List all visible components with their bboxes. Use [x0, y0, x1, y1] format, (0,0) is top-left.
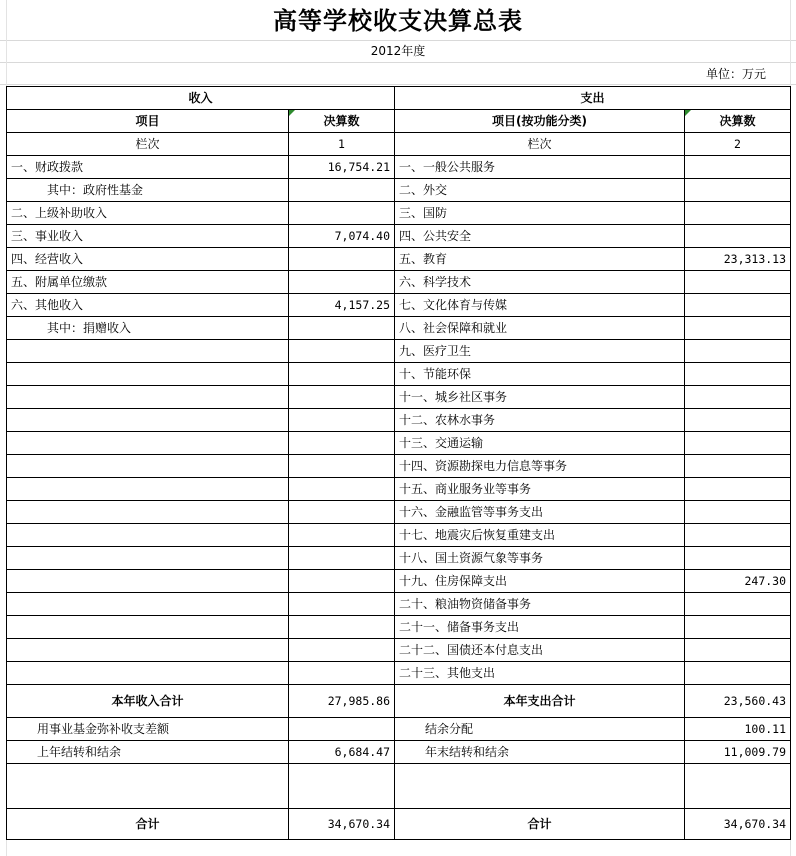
expense-extra-1-label[interactable]: 结余分配: [395, 718, 685, 741]
table-row: [7, 271, 791, 294]
expense-item-header[interactable]: 项目(按功能分类): [395, 110, 685, 133]
income-item-cell[interactable]: [7, 432, 289, 455]
blank-cell[interactable]: [7, 764, 289, 809]
income-extra-2-label[interactable]: 上年结转和结余: [7, 741, 289, 764]
income-item-cell[interactable]: [7, 501, 289, 524]
ledger-body: [7, 87, 791, 840]
column-index-row: [7, 133, 791, 156]
income-item-cell[interactable]: 二、上级补助收入: [7, 202, 289, 225]
table-row: [7, 616, 791, 639]
expense-amount-cell[interactable]: [685, 179, 791, 202]
expense-amount-cell[interactable]: [685, 501, 791, 524]
expense-amount-cell[interactable]: [685, 432, 791, 455]
income-item-cell[interactable]: [7, 363, 289, 386]
income-amount-cell[interactable]: [289, 340, 395, 363]
expense-amount-cell[interactable]: [685, 593, 791, 616]
table-row: [7, 225, 791, 248]
expense-item-cell[interactable]: 二十、粮油物资储备事务: [395, 593, 685, 616]
expense-total-label[interactable]: 本年支出合计: [395, 685, 685, 718]
income-item-cell[interactable]: [7, 386, 289, 409]
expense-item-cell[interactable]: 五、教育: [395, 248, 685, 271]
expense-amount-cell[interactable]: [685, 156, 791, 179]
income-amount-cell[interactable]: 7,074.40: [289, 225, 395, 248]
table-row: [7, 386, 791, 409]
income-amount-cell[interactable]: [289, 317, 395, 340]
income-column-label[interactable]: 栏次: [7, 133, 289, 156]
table-row: [7, 363, 791, 386]
expense-item-cell[interactable]: 十八、国土资源气象等事务: [395, 547, 685, 570]
income-total-label[interactable]: 本年收入合计: [7, 685, 289, 718]
income-item-cell[interactable]: [7, 524, 289, 547]
expense-item-cell[interactable]: 十、节能环保: [395, 363, 685, 386]
income-item-cell[interactable]: [7, 409, 289, 432]
expense-amount-cell[interactable]: [685, 409, 791, 432]
expense-item-cell[interactable]: 二、外交: [395, 179, 685, 202]
expense-item-cell[interactable]: 十三、交通运输: [395, 432, 685, 455]
income-amount-cell[interactable]: [289, 478, 395, 501]
table-row: [7, 764, 791, 809]
expense-amount-cell[interactable]: [685, 294, 791, 317]
expense-amount-cell[interactable]: 247.30: [685, 570, 791, 593]
expense-item-cell[interactable]: 八、社会保障和就业: [395, 317, 685, 340]
income-amount-header[interactable]: 决算数: [289, 110, 395, 133]
table-row: [7, 432, 791, 455]
table-row: [7, 156, 791, 179]
expense-item-cell[interactable]: 四、公共安全: [395, 225, 685, 248]
expense-amount-cell[interactable]: [685, 524, 791, 547]
column-header-row: [7, 110, 791, 133]
income-amount-cell[interactable]: [289, 570, 395, 593]
income-amount-cell[interactable]: [289, 202, 395, 225]
expense-item-cell[interactable]: 十九、住房保障支出: [395, 570, 685, 593]
expense-item-cell[interactable]: 一、一般公共服务: [395, 156, 685, 179]
grand-total-income-label[interactable]: 合计: [7, 809, 289, 840]
income-item-cell[interactable]: [7, 639, 289, 662]
expense-extra-2-label[interactable]: 年末结转和结余: [395, 741, 685, 764]
income-item-cell[interactable]: [7, 616, 289, 639]
income-item-cell[interactable]: 其中：捐赠收入: [7, 317, 289, 340]
income-amount-cell[interactable]: [289, 593, 395, 616]
table-row: [7, 570, 791, 593]
income-amount-cell[interactable]: [289, 547, 395, 570]
expense-amount-cell[interactable]: [685, 202, 791, 225]
expense-item-cell[interactable]: 九、医疗卫生: [395, 340, 685, 363]
income-amount-cell[interactable]: [289, 179, 395, 202]
income-amount-cell[interactable]: [289, 501, 395, 524]
income-section-header[interactable]: 收入: [7, 87, 395, 110]
income-amount-cell[interactable]: [289, 639, 395, 662]
income-extra-1-label[interactable]: 用事业基金弥补收支差额: [7, 718, 289, 741]
expense-amount-cell[interactable]: [685, 547, 791, 570]
expense-amount-cell[interactable]: [685, 340, 791, 363]
income-item-cell[interactable]: 五、附属单位缴款: [7, 271, 289, 294]
expense-amount-cell[interactable]: [685, 317, 791, 340]
income-item-cell[interactable]: 六、其他收入: [7, 294, 289, 317]
income-extra-1-value[interactable]: [289, 718, 395, 741]
expense-amount-cell[interactable]: [685, 225, 791, 248]
expense-extra-1-value[interactable]: 100.11: [685, 718, 791, 741]
income-item-cell[interactable]: 四、经营收入: [7, 248, 289, 271]
income-amount-cell[interactable]: [289, 662, 395, 685]
expense-item-cell[interactable]: 二十一、储备事务支出: [395, 616, 685, 639]
income-amount-cell[interactable]: [289, 616, 395, 639]
income-item-cell[interactable]: 其中：政府性基金: [7, 179, 289, 202]
expense-section-header[interactable]: 支出: [395, 87, 791, 110]
table-row: [7, 294, 791, 317]
income-item-cell[interactable]: [7, 593, 289, 616]
expense-item-cell[interactable]: 二十三、其他支出: [395, 662, 685, 685]
expense-amount-cell[interactable]: [685, 616, 791, 639]
table-row: [7, 547, 791, 570]
income-item-cell[interactable]: [7, 455, 289, 478]
table-row: [7, 662, 791, 685]
expense-column-number[interactable]: 2: [685, 133, 791, 156]
expense-amount-cell[interactable]: [685, 478, 791, 501]
grand-total-expense-label[interactable]: 合计: [395, 809, 685, 840]
grand-total-income-value[interactable]: 34,670.34: [289, 809, 395, 840]
table-row: [7, 340, 791, 363]
expense-amount-cell[interactable]: [685, 363, 791, 386]
table-row: [7, 741, 791, 764]
table-row: [7, 718, 791, 741]
table-row: [7, 317, 791, 340]
table-row: [7, 202, 791, 225]
income-amount-cell[interactable]: [289, 524, 395, 547]
expense-item-cell[interactable]: 十五、商业服务业等事务: [395, 478, 685, 501]
income-amount-cell[interactable]: 16,754.21: [289, 156, 395, 179]
table-row: [7, 179, 791, 202]
expense-amount-cell[interactable]: 23,313.13: [685, 248, 791, 271]
income-item-cell[interactable]: [7, 547, 289, 570]
sheet-gridline: [0, 62, 796, 63]
expense-amount-cell[interactable]: [685, 455, 791, 478]
expense-total-value[interactable]: 23,560.43: [685, 685, 791, 718]
table-row: [7, 639, 791, 662]
expense-item-cell[interactable]: 六、科学技术: [395, 271, 685, 294]
unit-label: 单位：万元: [705, 67, 766, 81]
income-amount-cell[interactable]: [289, 432, 395, 455]
expense-item-cell[interactable]: 十六、金融监管等事务支出: [395, 501, 685, 524]
income-total-value[interactable]: 27,985.86: [289, 685, 395, 718]
report-year: 2012年度: [370, 44, 426, 58]
expense-amount-cell[interactable]: [685, 271, 791, 294]
expense-amount-cell[interactable]: [685, 662, 791, 685]
income-amount-cell[interactable]: [289, 455, 395, 478]
table-row: [7, 455, 791, 478]
expense-amount-cell[interactable]: [685, 386, 791, 409]
blank-cell[interactable]: [289, 764, 395, 809]
blank-cell[interactable]: [395, 764, 685, 809]
table-row: [7, 524, 791, 547]
expense-item-cell[interactable]: 三、国防: [395, 202, 685, 225]
blank-cell[interactable]: [685, 764, 791, 809]
income-extra-2-value[interactable]: 6,684.47: [289, 741, 395, 764]
income-item-cell[interactable]: [7, 478, 289, 501]
expense-item-cell[interactable]: 二十二、国债还本付息支出: [395, 639, 685, 662]
ledger-table: [6, 86, 791, 840]
income-item-cell[interactable]: 一、财政拨款: [7, 156, 289, 179]
expense-amount-cell[interactable]: [685, 639, 791, 662]
income-item-cell[interactable]: [7, 570, 289, 593]
income-amount-cell[interactable]: [289, 271, 395, 294]
income-item-header[interactable]: 项目: [7, 110, 289, 133]
table-row: [7, 409, 791, 432]
income-item-cell[interactable]: [7, 340, 289, 363]
grand-total-expense-value[interactable]: 34,670.34: [685, 809, 791, 840]
income-amount-cell[interactable]: [289, 386, 395, 409]
income-amount-cell[interactable]: [289, 409, 395, 432]
section-header-row: [7, 87, 791, 110]
income-item-cell[interactable]: 三、事业收入: [7, 225, 289, 248]
income-item-cell[interactable]: [7, 662, 289, 685]
income-amount-cell[interactable]: [289, 363, 395, 386]
table-row: [7, 809, 791, 840]
income-amount-cell[interactable]: [289, 248, 395, 271]
table-row: [7, 593, 791, 616]
expense-amount-header[interactable]: 决算数: [685, 110, 791, 133]
table-row: [7, 478, 791, 501]
expense-item-cell[interactable]: 十四、资源勘探电力信息等事务: [395, 455, 685, 478]
income-amount-cell[interactable]: 4,157.25: [289, 294, 395, 317]
table-row: [7, 248, 791, 271]
expense-item-cell[interactable]: 十七、地震灾后恢复重建支出: [395, 524, 685, 547]
expense-item-cell[interactable]: 十一、城乡社区事务: [395, 386, 685, 409]
expense-item-cell[interactable]: 七、文化体育与传媒: [395, 294, 685, 317]
table-row: [7, 685, 791, 718]
expense-item-cell[interactable]: 十二、农林水事务: [395, 409, 685, 432]
expense-extra-2-value[interactable]: 11,009.79: [685, 741, 791, 764]
sheet-gridline: [0, 84, 796, 85]
income-column-number[interactable]: 1: [289, 133, 395, 156]
table-row: [7, 501, 791, 524]
expense-column-label[interactable]: 栏次: [395, 133, 685, 156]
report-title: 高等学校收支决算总表: [273, 7, 523, 35]
